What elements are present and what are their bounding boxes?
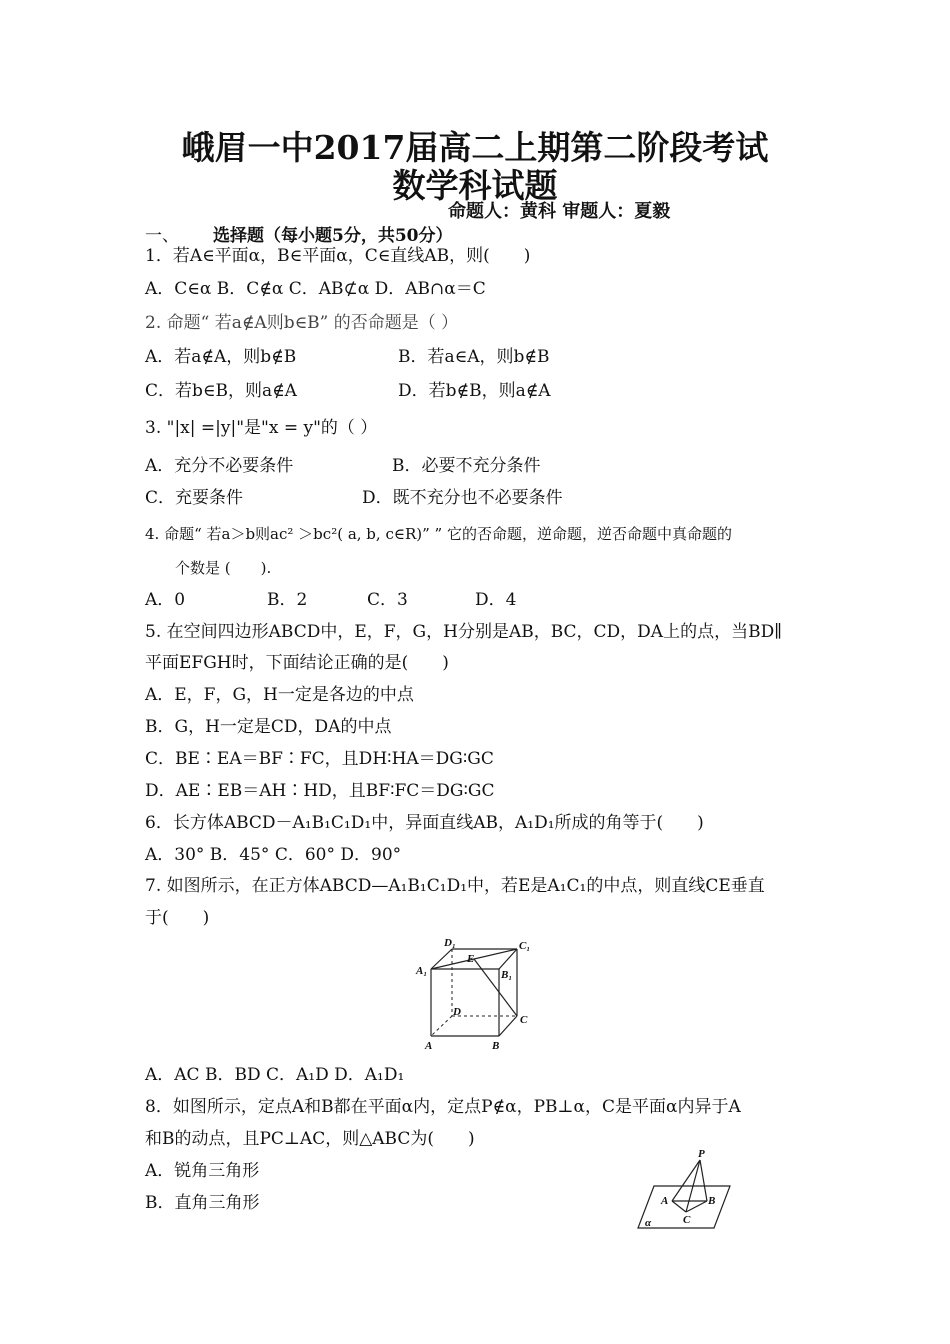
q6-stem: 6．长方体ABCD－A₁B₁C₁D₁中，异面直线AB，A₁D₁所成的角等于( ) — [145, 813, 704, 833]
q8-stem-cont: 和B的动点，且PC⊥AC，则△ABC为( ) — [145, 1129, 475, 1149]
label-b: B — [708, 1195, 716, 1207]
q7-stem: 7. 如图所示，在正方体ABCD—A₁B₁C₁D₁中，若E是A₁C₁的中点，则直线CE垂直 — [145, 876, 765, 896]
label-alpha: α — [645, 1217, 652, 1229]
label-p: P — [698, 1148, 705, 1160]
q8-stem: 8．如图所示，定点A和B都在平面α内，定点P∉α，PB⊥α，C是平面α内异于A — [145, 1097, 741, 1117]
q3-option-c: C．充要条件 — [145, 488, 244, 508]
cube-figure — [412, 936, 540, 1056]
q4-option-b: B．2 — [267, 590, 308, 610]
label-a1: A₁ — [416, 965, 428, 977]
plane-figure — [632, 1146, 740, 1234]
section-heading — [145, 221, 453, 246]
q1-stem: 1．若A∈平面α，B∈平面α，C∈直线AB，则( ) — [145, 246, 531, 266]
q2-option-a: A．若a∉A，则b∉B — [145, 347, 297, 367]
label-c1: C₁ — [519, 940, 531, 952]
q5-option-a: A．E，F，G，H一定是各边的中点 — [145, 685, 414, 705]
q7-stem-cont: 于( ) — [145, 908, 210, 928]
q5-option-b: B．G，H一定是CD，DA的中点 — [145, 717, 392, 737]
q2-stem: 2. 命题“ 若a∉A则b∈B” 的否命题是（ ） — [145, 313, 459, 333]
section-number: 一、 — [145, 226, 179, 246]
q4-option-a: A．0 — [145, 590, 186, 610]
label-a: A — [425, 1040, 433, 1052]
q4-option-d: D．4 — [475, 590, 517, 610]
label-b: B — [492, 1040, 500, 1052]
q4-stem-cont: 个数是 ( ). — [175, 559, 272, 577]
q5-option-d: D．AE∶EB＝AH∶HD，且BF∶FC＝DG∶GC — [145, 781, 495, 801]
q6-options: A．30° B．45° C．60° D．90° — [145, 845, 402, 865]
q5-stem: 5. 在空间四边形ABCD中，E，F，G，H分别是AB，BC，CD，DA上的点，当BD∥ — [145, 622, 783, 642]
q7-options: A．AC B．BD C．A₁D D．A₁D₁ — [145, 1065, 405, 1085]
label-e: E — [467, 953, 475, 965]
q3-option-d: D．既不充分也不必要条件 — [362, 488, 563, 508]
q4-option-c: C．3 — [367, 590, 408, 610]
label-b1: B₁ — [501, 969, 513, 981]
q4-stem: 4. 命题“ 若a＞b则ac² ＞bc²( a, b, c∈R)” ” 它的否命题，逆命题，逆否命题中真命题的 — [145, 525, 732, 543]
label-a: A — [661, 1195, 669, 1207]
q3-option-b: B．必要不充分条件 — [392, 456, 541, 476]
q8-option-b: B．直角三角形 — [145, 1193, 260, 1213]
authors: 命题人：黄科 审题人：夏毅 — [448, 201, 671, 222]
label-d: D — [453, 1006, 461, 1018]
q2-option-d: D．若b∉B，则a∉A — [398, 381, 551, 401]
q5-stem-cont: 平面EFGH时，下面结论正确的是( ) — [145, 653, 449, 673]
q8-option-a: A．锐角三角形 — [145, 1161, 260, 1181]
title-line-2: 数学科试题 — [392, 166, 558, 205]
label-c: C — [683, 1214, 691, 1226]
q5-option-c: C．BE∶EA＝BF∶FC，且DH∶HA＝DG∶GC — [145, 749, 494, 769]
label-d1: D₁ — [444, 937, 456, 949]
q2-option-b: B．若a∈A，则b∉B — [398, 347, 550, 367]
label-c: C — [520, 1014, 528, 1026]
section-title: 选择题（每小题5分，共50分） — [213, 226, 453, 246]
q3-option-a: A．充分不必要条件 — [145, 456, 294, 476]
q3-stem: 3. "|x| =|y|"是"x = y"的（ ） — [145, 418, 378, 438]
q1-options: A．C∈α B．C∉α C．AB⊄α D．AB∩α＝C — [145, 279, 486, 299]
q2-option-c: C．若b∈B，则a∉A — [145, 381, 297, 401]
title-line-1: 峨眉一中2017届高二上期第二阶段考试 — [181, 128, 769, 167]
